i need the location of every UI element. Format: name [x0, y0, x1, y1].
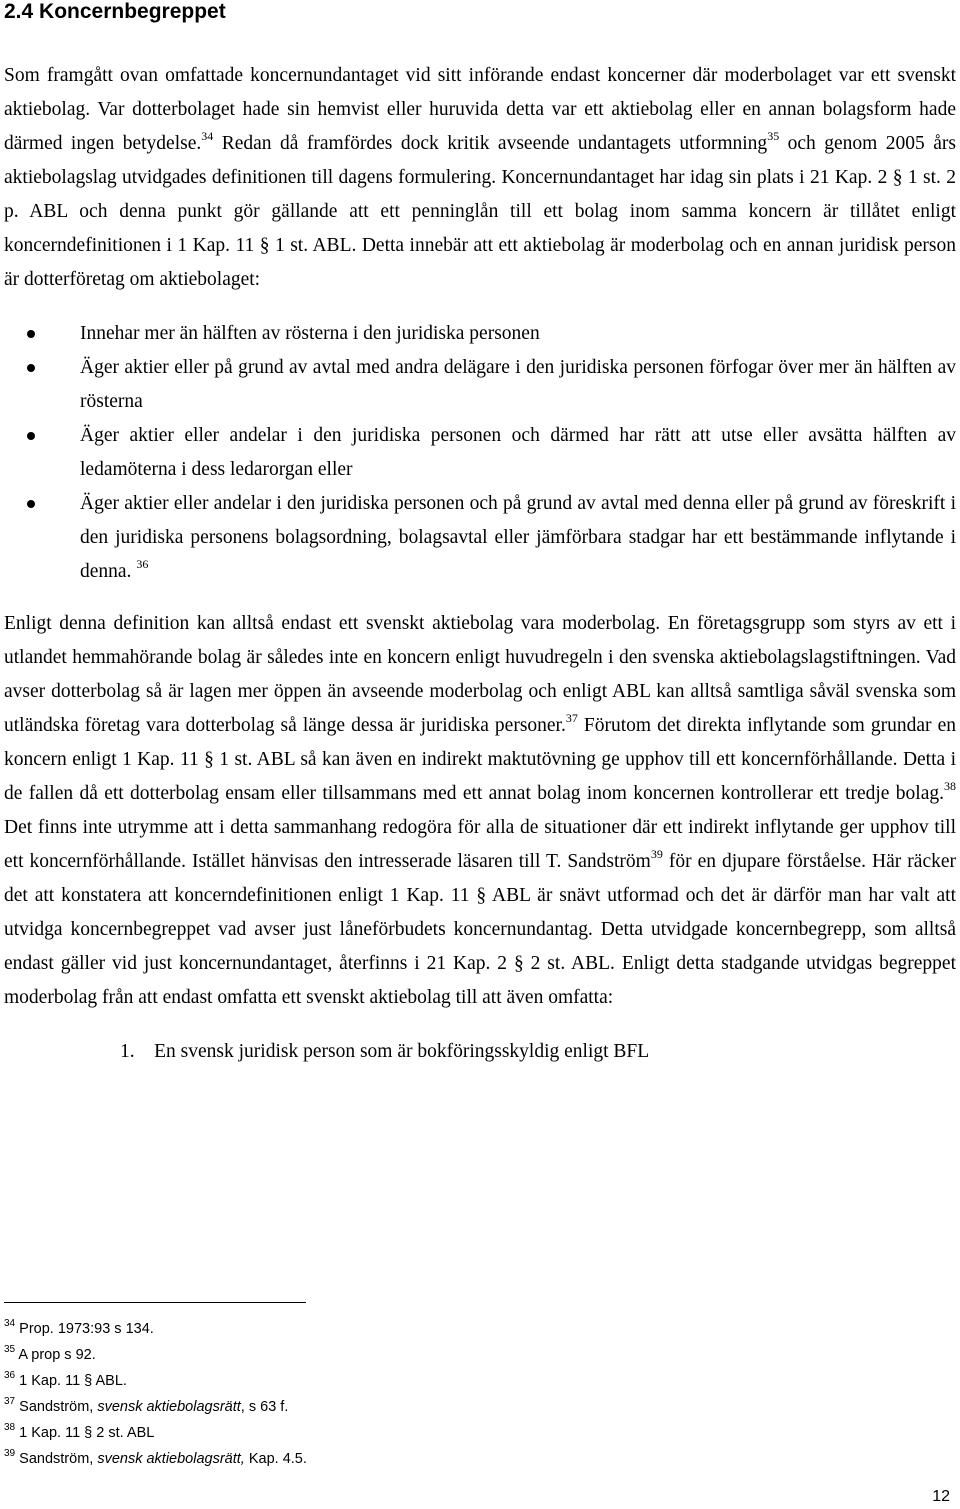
- list-item: Äger aktier eller andelar i den juridiska personen och på grund av avtal med denna eller på grund av föreskrift i den juridiska personens bolagsordning, bolagsavtal eller jämförbara stadgar har ett bestämmande inflytande i denna. $^{36}$: [4, 487, 956, 589]
- footnote-34: $^{34}$ Prop. 1973:93 s 134.: [4, 1318, 154, 1337]
- footnote-ref-39[interactable]: 39: [650, 847, 663, 861]
- section-heading: 2.4 Koncernbegreppet: [4, 0, 226, 23]
- list-item: Innehar mer än hälften av rösterna i den juridiska personen: [4, 317, 956, 351]
- footnote-35: $^{35}$ A prop s 92.: [4, 1344, 96, 1363]
- footnote-ref-35[interactable]: 35: [767, 129, 780, 143]
- footnotes: [4, 1316, 307, 1472]
- body-text: [4, 59, 956, 1069]
- footnote-ref-36[interactable]: 36: [136, 557, 149, 571]
- list-item: 1. En svensk juridisk person som är bokföringsskyldig enligt BFL: [120, 1041, 650, 1062]
- footnote-39: $^{39}$ Sandström, svensk aktiebolagsrätt, Kap. 4.5.: [4, 1448, 307, 1467]
- footnote-ref-38[interactable]: 38: [944, 779, 956, 793]
- footnote-36: $^{36}$ 1 Kap. 11 § ABL.: [4, 1370, 127, 1389]
- footnote-separator: [4, 1302, 306, 1303]
- list-item: Äger aktier eller på grund av avtal med andra delägare i den juridiska personen förfogar över mer än hälften av rösterna: [4, 351, 956, 419]
- paragraph-intro: Som framgått ovan omfattade koncernundantaget vid sitt införande endast koncerner där moderbolaget var ett svenskt aktiebolag. Var dotterbolaget hade sin hemvist eller huruvida detta var ett aktiebolag eller en annan bolagsform hade därmed ingen betydelse.$^{34}$ Redan då framfördes dock kritik avseende undantagets utformning$^{35}$ och genom 2005 års aktiebolagslag utvidgades definitionen till dagens formulering. Koncernundantaget har idag sin plats i 21 Kap. 2 § 1 st. 2 p. ABL och denna punkt gör gällande att ett penninglån till ett bolag inom samma koncern är tillåtet enligt koncerndefinitionen i 1 Kap. 11 § 1 st. ABL. Detta innebär att ett aktiebolag är moderbolag och en annan juridisk person är dotterföretag om aktiebolaget:: [4, 65, 956, 290]
- list-item: Äger aktier eller andelar i den juridiska personen och därmed har rätt att utse eller avsätta hälften av ledamöterna i dess ledarorgan eller: [4, 419, 956, 487]
- footnote-ref-37[interactable]: 37: [565, 711, 578, 725]
- criteria-bullet-list: [4, 317, 956, 589]
- page-number: 12: [932, 1488, 950, 1505]
- numbered-list: [4, 1035, 956, 1069]
- footnote-ref-34[interactable]: 34: [201, 129, 214, 143]
- footnote-38: $^{38}$ 1 Kap. 11 § 2 st. ABL: [4, 1422, 155, 1441]
- footnote-37: $^{37}$ Sandström, svensk aktiebolagsrätt, s 63 f.: [4, 1396, 289, 1415]
- paragraph-definition: Enligt denna definition kan alltså endast ett svenskt aktiebolag vara moderbolag. En företagsgrupp som styrs av ett i utlandet hemmahörande bolag är således inte en koncern enligt huvudregeln i den svenska aktiebolagslagstiftningen. Vad avser dotterbolag så är lagen mer öppen än avseende moderbolag och enligt ABL kan alltså samtliga såväl svenska som utländska företag vara dotterbolag så länge dessa är juridiska personer.$^{37}$ Förutom det direkta inflytande som grundar en koncern enligt 1 Kap. 11 § 1 st. ABL så kan även en indirekt maktutövning ge upphov till ett koncernförhållande. Detta i de fallen då ett dotterbolag ensam eller tillsammans med ett annat bolag inom koncernen kontrollerar ett tredje bolag.$^{38}$ Det finns inte utrymme att i detta sammanhang redogöra för alla de situationer där ett indirekt inflytande ger upphov till ett koncernförhållande. Istället hänvisas den intresserade läsaren till T. Sandström$^{39}$ för en djupare förståelse. Här räcker det att konstatera att koncerndefinitionen enligt 1 Kap. 11 § ABL är snävt utformad och det är därför man har valt att utvidga koncernbegreppet vad avser just låneförbudets koncernundantag. Detta utvidgade koncernbegrepp, som alltså endast gäller vid just koncernundantaget, återfinns i 21 Kap. 2 § 2 st. ABL. Enligt detta stadgande utvidgas begreppet moderbolag från att endast omfatta ett svenskt aktiebolag till att även omfatta:: [4, 613, 957, 1008]
